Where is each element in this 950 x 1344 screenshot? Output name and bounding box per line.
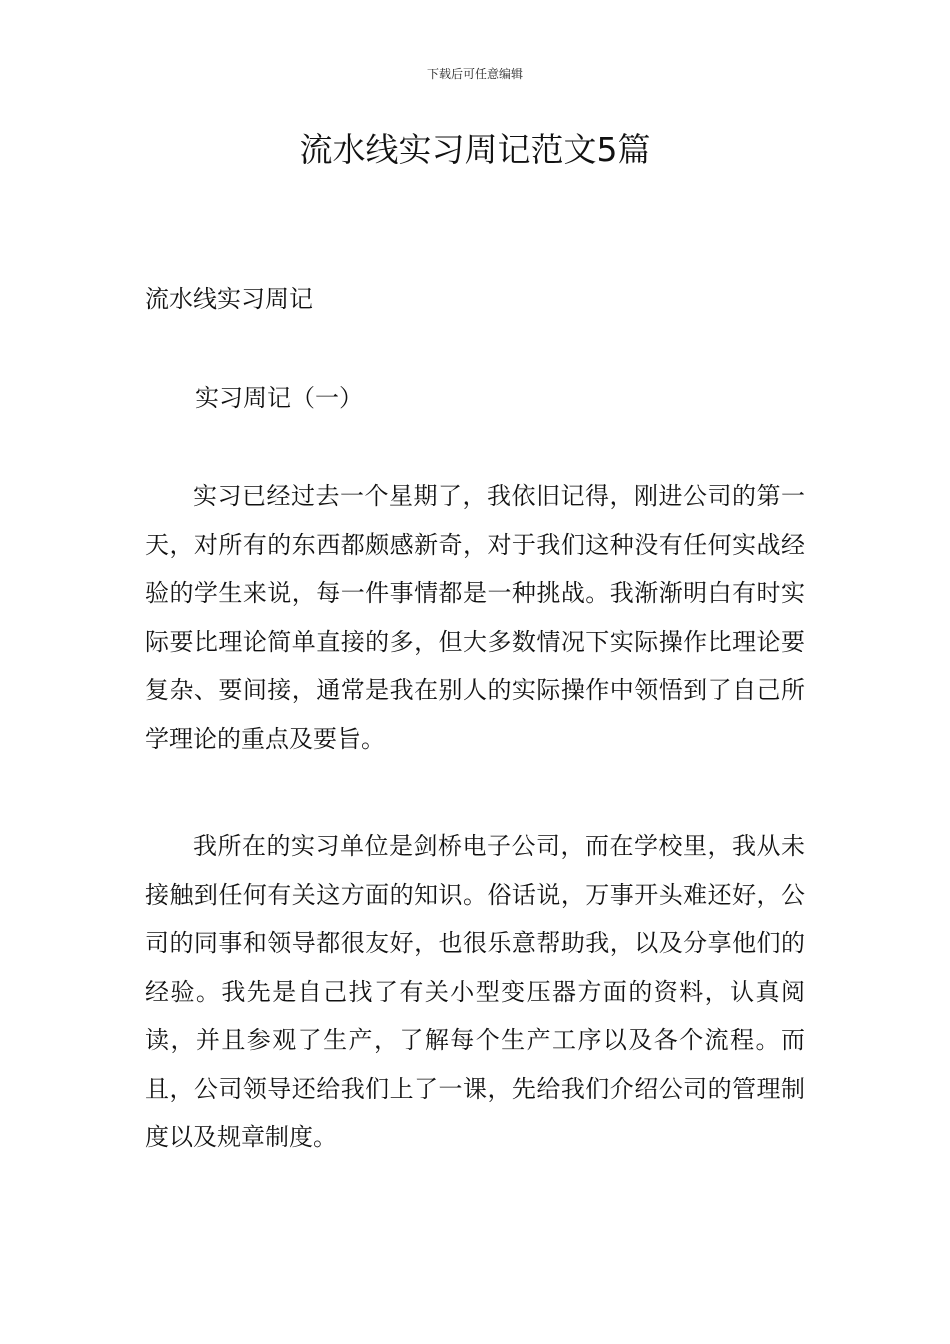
document-title: 流水线实习周记范文5篇 [299, 130, 651, 169]
section-heading: 流水线实习周记 [145, 285, 313, 313]
header-note: 下载后可任意编辑 [426, 67, 523, 81]
sub-heading: 实习周记（一） [195, 384, 363, 412]
body-paragraph-2: 我所在的实习单位是剑桥电子公司，而在学校里，我从未接触到任何有关这方面的知识。俗话说，万事开头难还好，公司的同事和领导都很友好，也很乐意帮助我，以及分享他们的经验。我先是自己找了有关小型变压器方面的资料，认真阅读，并且参观了生产，了解每个生产工序以及各个流程。而且，公司领导还给我们上了一课，先给我们介绍公司的管理制度以及规章制度。 [145, 832, 805, 1151]
body-paragraph-1: 实习已经过去一个星期了，我依旧记得，刚进公司的第一天，对所有的东西都颇感新奇，对于我们这种没有任何实战经验的学生来说，每一件事情都是一种挑战。我渐渐明白有时实际要比理论简单直接的多，但大多数情况下实际操作比理论要复杂、要间接，通常是我在别人的实际操作中领悟到了自己所学理论的重点及要旨。 [145, 482, 805, 753]
